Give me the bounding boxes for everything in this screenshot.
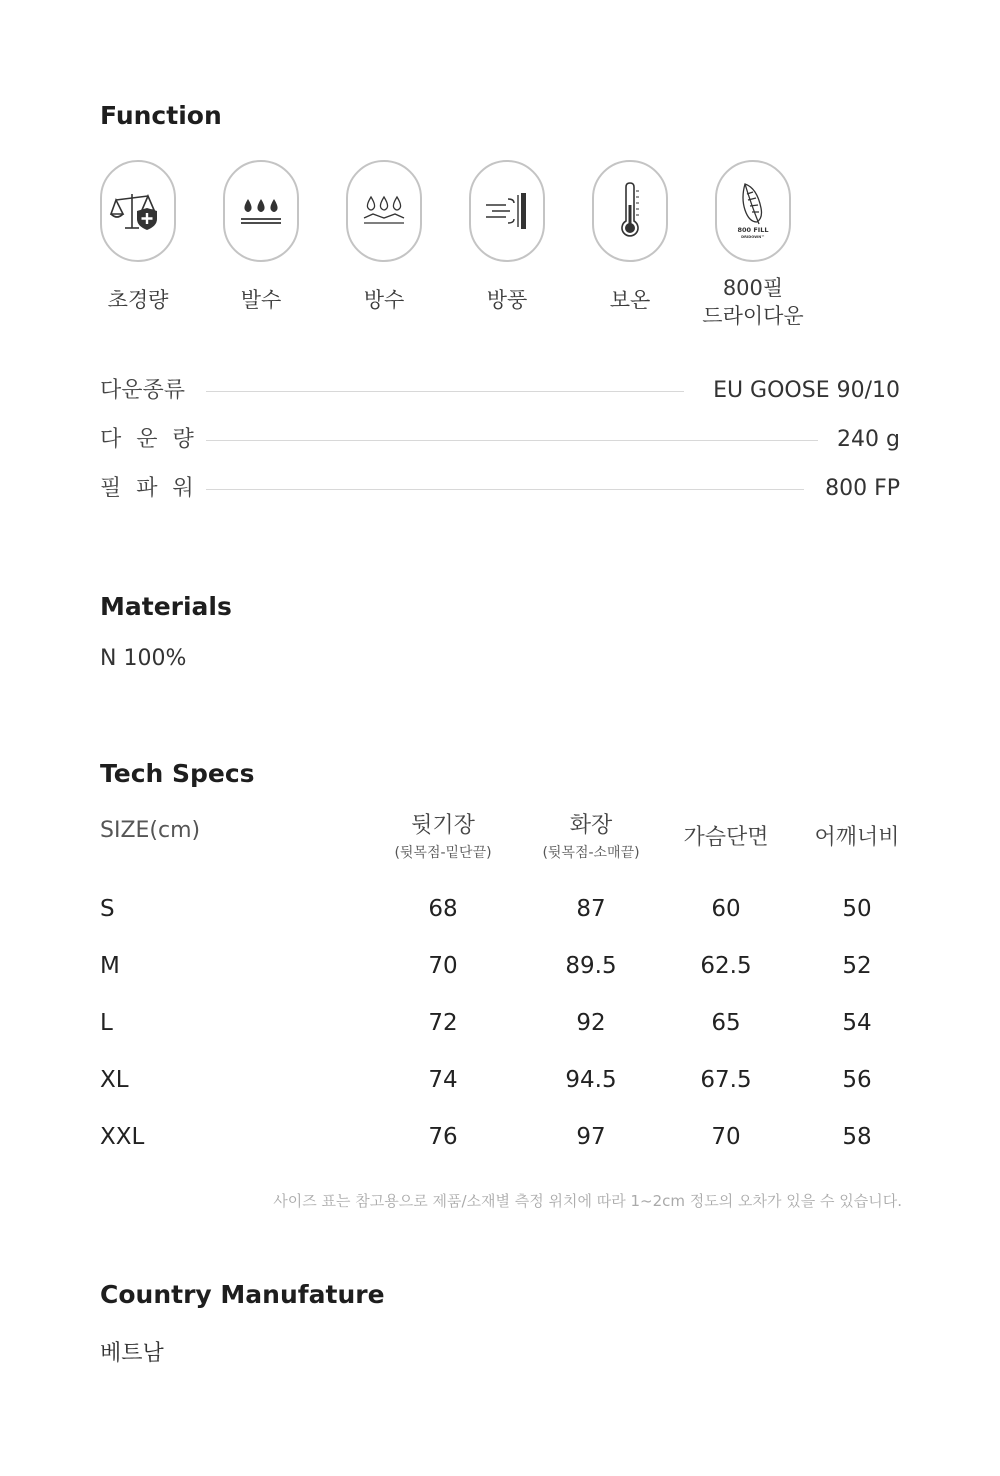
spec-label: 다운종류 — [100, 378, 186, 403]
size-table-cell: 70 — [428, 953, 458, 979]
size-table-cell: 58 — [842, 1124, 872, 1150]
size-table-cell: 62.5 — [700, 953, 752, 979]
function-item-water-repellent — [223, 160, 299, 312]
size-table-cell: 72 — [428, 1010, 458, 1036]
leader-line — [206, 440, 818, 441]
feather-icon — [715, 160, 791, 262]
column-header-shoulder: 어깨너비 — [814, 825, 900, 850]
size-table-cell: 56 — [842, 1067, 872, 1093]
function-label: 방수 — [363, 288, 405, 312]
country-title: Country Manufature — [100, 1280, 385, 1309]
function-item-warmth — [592, 160, 668, 312]
spec-label: 필 파 워 — [100, 476, 198, 501]
leader-line — [206, 489, 804, 490]
windproof-icon — [469, 160, 545, 262]
size-label: S — [100, 896, 115, 922]
size-table-cell: 92 — [576, 1010, 606, 1036]
size-table-cell: 54 — [842, 1010, 872, 1036]
column-header-sleeve-length: 화장 — [569, 813, 613, 838]
size-table-cell: 60 — [711, 896, 741, 922]
function-item-800fill — [702, 160, 804, 328]
feather-badge-line2: DRIDOWN™ — [741, 235, 765, 239]
tech-specs-title: Tech Specs — [100, 759, 255, 788]
size-header: SIZE(cm) — [100, 818, 201, 843]
down-spec-row-type — [100, 375, 900, 407]
spec-label: 다 운 량 — [100, 427, 198, 452]
down-spec-row-fillpower — [100, 473, 900, 505]
water-repellent-icon — [223, 160, 299, 262]
size-table-cell: 67.5 — [700, 1067, 752, 1093]
size-table-cell: 87 — [576, 896, 606, 922]
function-title: Function — [100, 101, 222, 130]
down-spec-row-amount — [100, 424, 900, 456]
size-table-cell: 76 — [428, 1124, 458, 1150]
waterproof-icon — [346, 160, 422, 262]
size-table-cell: 65 — [711, 1010, 741, 1036]
column-header-chest: 가슴단면 — [683, 825, 769, 850]
spec-value: 240 g — [837, 427, 900, 452]
column-header-back-length: 뒷기장 — [411, 813, 475, 838]
materials-title: Materials — [100, 592, 232, 621]
spec-value: 800 FP — [825, 476, 900, 501]
materials-value: N 100% — [100, 646, 187, 671]
size-label: M — [100, 953, 120, 979]
size-table-cell: 97 — [576, 1124, 606, 1150]
function-label: 발수 — [240, 288, 282, 312]
size-table-cell: 70 — [711, 1124, 741, 1150]
size-table-cell: 89.5 — [565, 953, 617, 979]
column-subheader-sleeve-length: (뒷목점-소매끝) — [542, 845, 640, 861]
size-table-cell: 50 — [842, 896, 872, 922]
feather-badge-line1: 800 FILL — [737, 226, 769, 234]
scale-icon — [100, 160, 176, 262]
function-item-windproof — [469, 160, 545, 312]
function-label: 방풍 — [486, 288, 528, 312]
leader-line — [206, 391, 684, 392]
column-subheader-back-length: (뒷목점-밑단끝) — [394, 845, 492, 861]
function-item-waterproof — [346, 160, 422, 312]
size-table-cell: 52 — [842, 953, 872, 979]
size-table-cell: 94.5 — [565, 1067, 617, 1093]
size-label: XL — [100, 1067, 129, 1093]
size-table-cell: 74 — [428, 1067, 458, 1093]
function-item-ultralight — [100, 160, 176, 312]
size-note: 사이즈 표는 참고용으로 제품/소재별 측정 위치에 따라 1~2cm 정도의 오차가 있을 수 있습니다. — [273, 1192, 902, 1210]
country-value: 베트남 — [100, 1341, 164, 1366]
function-label: 보온 — [609, 288, 651, 312]
size-label: L — [100, 1010, 113, 1036]
function-label: 800필 드라이다운 — [702, 276, 804, 328]
spec-value: EU GOOSE 90/10 — [713, 378, 900, 403]
size-label: XXL — [100, 1124, 145, 1150]
thermometer-icon — [592, 160, 668, 262]
size-table-cell: 68 — [428, 896, 458, 922]
function-label: 초경량 — [107, 288, 169, 312]
